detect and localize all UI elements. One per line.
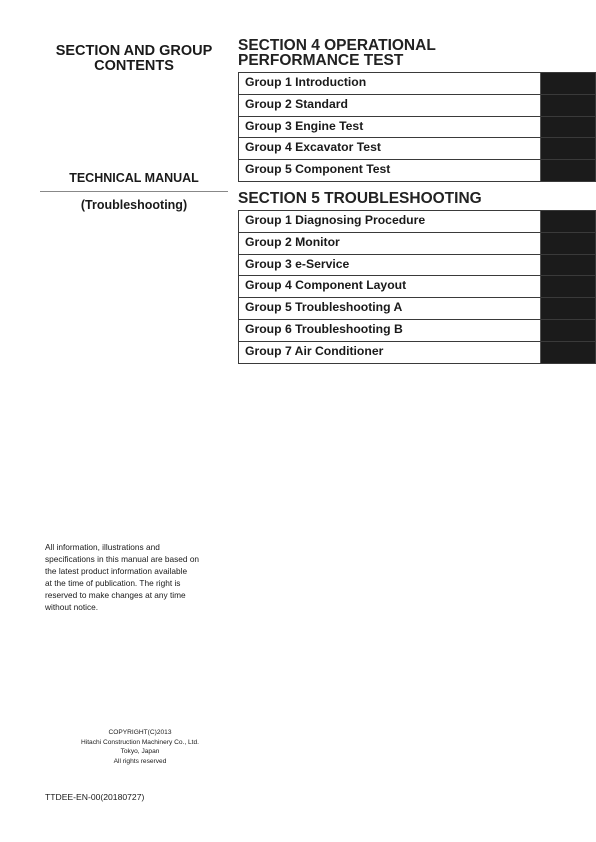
divider (40, 191, 228, 192)
copyright-block (50, 728, 230, 766)
section-4-group-list (238, 72, 596, 182)
index-tab (540, 95, 595, 116)
section-4-title-line-2: PERFORMANCE TEST (238, 52, 404, 69)
index-tab (540, 320, 595, 341)
group-label: Group 5 Troubleshooting A (245, 300, 403, 315)
group-label: Group 2 Standard (245, 96, 348, 111)
group-label: Group 3 Engine Test (245, 118, 364, 133)
group-row[interactable] (238, 319, 596, 341)
section-5-title: SECTION 5 TROUBLESHOOTING (238, 190, 482, 207)
group-row[interactable] (238, 275, 596, 297)
group-label: Group 1 Introduction (245, 75, 367, 89)
copyright-line: Tokyo, Japan (120, 748, 160, 755)
group-row[interactable] (238, 94, 596, 116)
manual-type: TECHNICAL MANUAL (69, 171, 199, 185)
index-tab (540, 276, 595, 297)
group-label: Group 5 Component Test (245, 162, 391, 177)
copyright-line: All rights reserved (113, 757, 167, 765)
notice-line: specifications in this manual are based on (45, 554, 200, 565)
page-title-line-1: SECTION AND GROUP (55, 43, 213, 59)
notice-line: reserved to make changes at any time (45, 590, 186, 601)
notice-line: without notice. (45, 602, 99, 613)
group-label: Group 7 Air Conditioner (245, 343, 384, 358)
group-label: Group 2 Monitor (245, 234, 340, 249)
group-row[interactable] (238, 254, 596, 276)
index-tab (540, 160, 595, 181)
section-4-title-line-1: SECTION 4 OPERATIONAL (238, 37, 436, 54)
index-tab (540, 211, 595, 232)
group-label: Group 1 Diagnosing Procedure (245, 213, 426, 227)
index-tab (540, 117, 595, 138)
notice-line: the latest product information available (45, 566, 188, 577)
copyright-line: COPYRIGHT(C)2013 (108, 729, 172, 736)
group-row[interactable] (238, 232, 596, 254)
manual-subtype: (Troubleshooting) (80, 198, 188, 212)
group-row[interactable] (238, 341, 596, 364)
group-label: Group 3 e-Service (245, 256, 350, 271)
group-label: Group 6 Troubleshooting B (245, 321, 403, 336)
contents-heading (40, 44, 228, 74)
copyright-line: Hitachi Construction Machinery Co., Ltd. (80, 738, 199, 746)
document-code: TTDEE-EN-00(20180727) (45, 792, 145, 802)
section-5-group-list (238, 210, 596, 364)
group-row[interactable] (238, 116, 596, 138)
index-tab (540, 73, 595, 94)
notice-line: at the time of publication. The right is (45, 578, 181, 589)
page-title-line-2: CONTENTS (94, 58, 174, 74)
index-tab (540, 233, 595, 254)
group-label: Group 4 Excavator Test (245, 140, 381, 155)
index-tab (540, 298, 595, 319)
group-row[interactable] (238, 297, 596, 319)
index-tab (540, 138, 595, 159)
group-label: Group 4 Component Layout (245, 278, 407, 293)
notice-text (45, 541, 225, 614)
group-row[interactable] (238, 159, 596, 182)
index-tab (540, 255, 595, 276)
group-row[interactable] (238, 210, 596, 232)
group-row[interactable] (238, 137, 596, 159)
index-tab (540, 342, 595, 363)
notice-line: All information, illustrations and (45, 542, 160, 552)
group-row[interactable] (238, 72, 596, 94)
section-4-heading (238, 38, 596, 68)
